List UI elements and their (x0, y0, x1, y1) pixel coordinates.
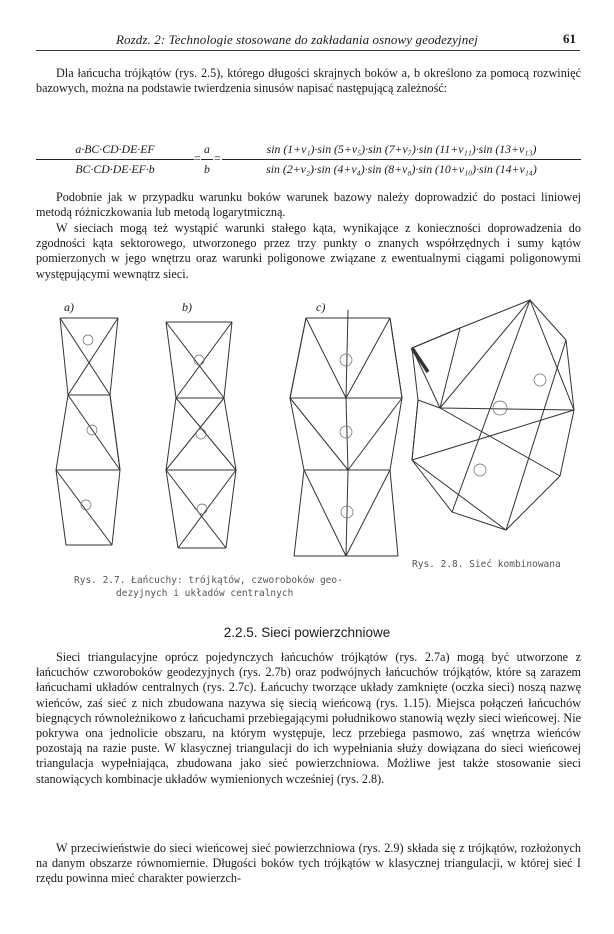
paragraph-linearization: Podobnie jak w przypadku warunku boków warunek bazowy należy doprowadzić do postaci liniowej metodą różniczkowania lub metodą logarytmiczną. (36, 190, 581, 220)
paragraph-surface-network-definition: W przeciwieństwie do sieci wieńcowej sieć powierzchniowa (rys. 2.9) składa się z trójkątów, rozłożonych na danym obszarze równomiernie. Długości boków tych trójkątów w klasycznej triangulacji, w której sieć I rzędu powinna mieć charakter powierzch- (36, 841, 581, 886)
figure-2-7-caption-line-1: Rys. 2.7. Łańcuchy: trójkątów, czworoboków geo- (74, 575, 343, 586)
equation-equals-sign: = (194, 151, 201, 165)
page-number: 61 (563, 31, 576, 46)
section-heading: 2.2.5. Sieci powierzchniowe (223, 625, 391, 640)
figure-combined-network (412, 300, 574, 530)
paragraph-chain-intro: Dla łańcucha trójkątów (rys. 2.5), którego długości skrajnych boków a, b określono za pomocą rozwinięć bazowych, można na podstawie twierdzenia sinusów napisać następującą zależność: (36, 66, 581, 96)
figure-quadrilateral-chain (166, 322, 236, 548)
equation-middle-numerator: a (201, 142, 213, 160)
equation-middle-denominator: b (204, 162, 210, 176)
figure-label-b: b) (182, 300, 192, 314)
figure-label-c: c) (316, 300, 326, 314)
figure-central-systems-chain (290, 310, 402, 556)
figure-label-a: a) (64, 300, 74, 314)
figure-2-7-caption (74, 574, 343, 600)
equation-rhs-denominator: sin (2+v₂)·sin (4+v₄)·sin (8+v₈)·sin (10+v₁₀)·sin (14+v₁₄) (266, 162, 537, 176)
figure-2-7-caption-line-2: dezyjnych i układów centralnych (116, 588, 294, 599)
running-title: Rozdz. 2: Technologie stosowane do zakładania osnowy geodezyjnej (116, 32, 478, 47)
paragraph-surface-networks: Sieci triangulacyjne oprócz pojedynczych łańcuchów trójkątów (rys. 2.7a) mogą być utworzone z łańcuchów czworoboków geodezyjnych (rys. 2.7b) oraz podwójnych łańcuchów trójkątów, które są zarazem łańcuchami układów centralnych (rys. 2.7c). Łańcuchy tworzące układy zamknięte (oczka sieci) noszą nazwę wieńców, zaś sieć z nich zbudowana nazywa się siecią wieńcową (rys. 1.15). Miejsca połączeń łańcuchów biegnących równoleżnikowo z łańcuchami przebiegającymi południkowo stanowią węzły sieci wieńcowej. Nie pokrywa ona jednolicie obszaru, na którym występuje, lecz przebiega pasmowo, zaś wnętrza wieńców pozostają na razie puste. W klasycznej triangulacji do ich wypełniania służy dowiązana do sieci wieńcowej triangulacja wypełniająca, zbudowana jako sieć powierzchniowa. Możliwe jest także stosowanie sieci stanowiących kombinacje układów wymienionych wcześniej (rys. 2.8). (36, 650, 581, 786)
equation-lhs-numerator: a·BC·CD·DE·EF (36, 142, 194, 160)
equation-lhs-denominator: BC·CD·DE·EF·b (75, 162, 155, 176)
paragraph-angle-conditions: W sieciach mogą też wystąpić warunki stałego kąta, wynikające z konieczności doprowadzenia do zgodności kąta sektorowego, utworzonego przez trzy punkty o znanych współrzędnych i sumy kątów pomierzonych w jego wnętrzu oraz warunki poligonowe związane z ewentualnymi ciągami poligonowymi występującymi wewnątrz sieci. (36, 221, 581, 281)
equation-equals-sign: = (214, 151, 221, 165)
figure-triangle-chain (56, 318, 120, 545)
figure-2-8-caption: Rys. 2.8. Sieć kombinowana (412, 559, 561, 570)
equation-rhs-numerator: sin (1+v₁)·sin (5+v₅)·sin (7+v₇)·sin (11+v₁₁)·sin (13+v₁₃) (222, 142, 581, 160)
